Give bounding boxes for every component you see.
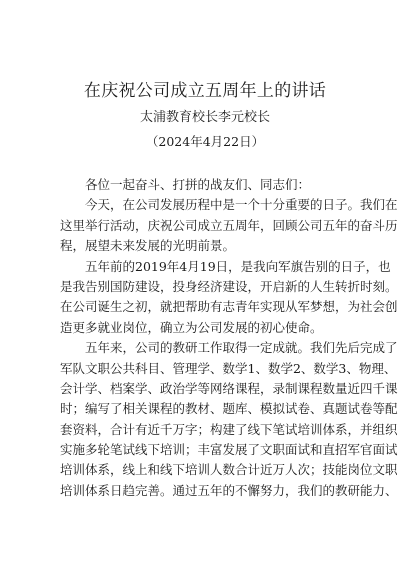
paragraph-1-line-1: 今天，在公司发展历程中是一个十分重要的日子。我们在 xyxy=(85,197,398,213)
document-date: （2024年4月22日） xyxy=(145,134,265,149)
paragraph-2-line-4: 造更多就业岗位，确立为公司发展的初心使命。 xyxy=(60,319,323,335)
salutation: 各位一起奋斗、打拼的战友们、同志们： xyxy=(85,177,311,192)
paragraph-1-line-2: 这里举行活动，庆祝公司成立五周年，回顾公司五年的奋斗历 xyxy=(60,217,398,233)
paragraph-3-line-4: 时；编写了相关课程的教材、题库、模拟试卷、真题试卷等配 xyxy=(60,401,398,417)
paragraph-2-line-2: 是我告别国防建设，投身经济建设，开启新的人生转折时刻。 xyxy=(60,278,398,294)
document-author: 太浦教育校长李元校长 xyxy=(139,110,270,125)
paragraph-2-line-1: 五年前的2019年4月19日，是我向军旗告别的日子，也 xyxy=(85,258,391,274)
paragraph-3-line-5: 套资料，合计有近千万字；构建了线下笔试培训体系，并组织 xyxy=(60,421,398,437)
paragraph-3-line-3: 会计学、档案学、政治学等网络课程，录制课程数量近四千课 xyxy=(60,380,398,396)
paragraph-3-line-1: 五年来，公司的教研工作取得一定成就。我们先后完成了 xyxy=(85,340,398,356)
paragraph-3-line-2: 军队文职公共科目、管理学、数学1、数学2、数学3、物理、 xyxy=(60,360,397,376)
paragraph-3-line-7: 培训体系，线上和线下培训人数合计近万人次；技能岗位文职 xyxy=(60,462,398,478)
paragraph-3-line-6: 实施多轮笔试线下培训；丰富发展了文职面试和直招军官面试 xyxy=(60,442,398,458)
paragraph-1-line-3: 程，展望未来发展的光明前景。 xyxy=(60,238,236,254)
document-title: 在庆祝公司成立五周年上的讲话 xyxy=(83,81,327,101)
spacer xyxy=(60,163,360,175)
document-body xyxy=(60,163,398,501)
paragraph-2-line-3: 在公司诞生之初，就把帮助有志青年实现从军梦想，为社会创 xyxy=(60,299,398,315)
paragraph-3-line-8: 培训体系日趋完善。通过五年的不懈努力，我们的教研能力、 xyxy=(60,482,398,498)
